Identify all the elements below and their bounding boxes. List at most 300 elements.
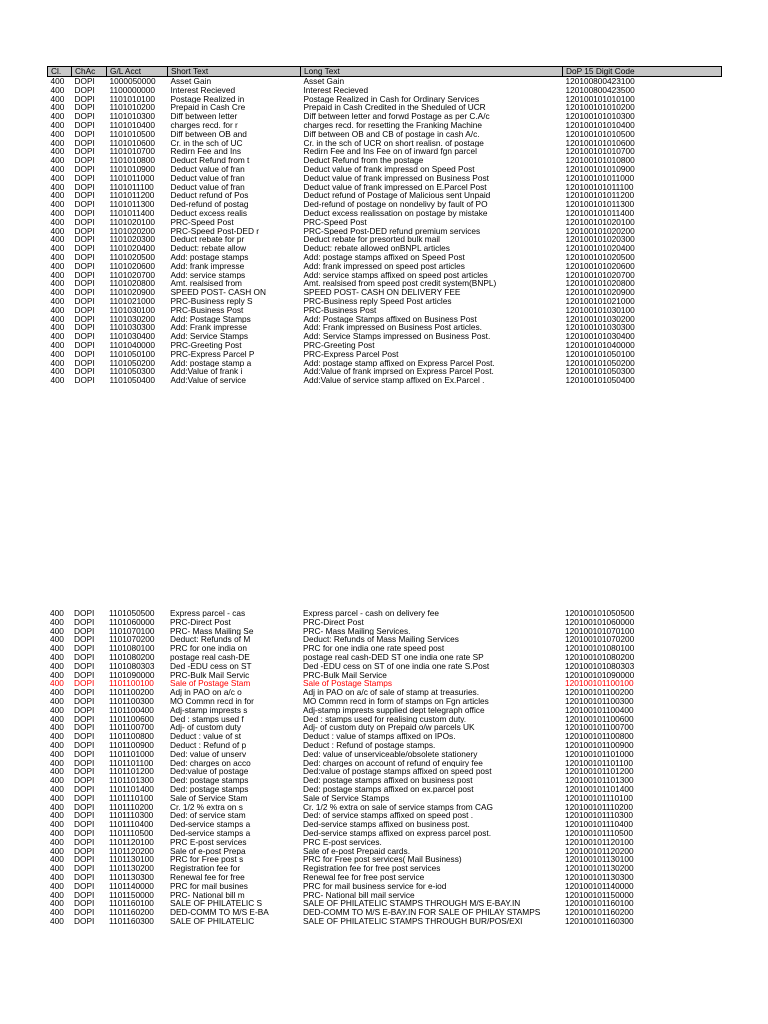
short-text-cell[interactable]: PRC for Free post s (170, 855, 244, 865)
chac-cell[interactable]: DOPI (74, 252, 95, 262)
table-row[interactable] (47, 671, 721, 680)
long-text-cell[interactable]: Prepaid in Cash Credited in the Sheduled of UCR (303, 103, 486, 113)
table-row[interactable] (47, 785, 721, 794)
chac-cell[interactable]: DOPI (74, 749, 95, 759)
chac-cell[interactable]: DOPI (74, 156, 95, 165)
cl-cell[interactable]: 400 (50, 670, 64, 680)
dop-code-cell[interactable]: 120100101020100 (565, 217, 635, 227)
table-row[interactable] (48, 341, 722, 350)
table-row[interactable] (47, 750, 721, 759)
table-row[interactable] (48, 191, 722, 200)
cl-cell[interactable]: 400 (50, 705, 64, 715)
gl-acct-cell[interactable]: 1101140000 (109, 881, 154, 891)
table-row[interactable] (47, 882, 721, 891)
long-text-cell[interactable]: PRC for mail business service for e-iod (303, 881, 447, 891)
dop-code-cell[interactable]: 120100101011100 (565, 182, 634, 192)
chac-cell[interactable]: DOPI (74, 811, 95, 821)
long-text-cell[interactable]: PRC-Bulk Mail Service (303, 670, 387, 680)
chac-cell[interactable]: DOPI (74, 376, 95, 385)
short-text-cell[interactable]: SPEED POST- CASH ON (170, 288, 266, 297)
long-text-cell[interactable]: Deduct : Refund of postage stamps. (303, 740, 436, 750)
cl-cell[interactable]: 400 (50, 740, 64, 750)
long-text-cell[interactable]: Express parcel - cash on delivery fee (303, 609, 440, 618)
chac-cell[interactable]: DOPI (74, 723, 95, 733)
table-row[interactable] (48, 297, 722, 306)
cl-cell[interactable]: 400 (50, 846, 64, 856)
long-text-cell[interactable]: PRC-Speed Post (303, 217, 367, 227)
table-row[interactable] (48, 262, 722, 271)
long-text-cell[interactable]: Diff between letter and forwd Postage as per C.A/c (303, 112, 490, 121)
cl-cell[interactable]: 400 (50, 164, 65, 174)
dop-code-cell[interactable]: 120100101100800 (565, 732, 634, 741)
table-row[interactable] (48, 156, 722, 165)
gl-acct-cell[interactable]: 1101100100 (109, 679, 154, 689)
cl-cell[interactable]: 400 (50, 296, 65, 306)
dop-code-cell[interactable]: 120100101160200 (565, 908, 634, 917)
dop-code-cell[interactable]: 120100101010100 (565, 94, 635, 104)
gl-acct-cell[interactable]: 1101110500 (109, 828, 154, 838)
cl-cell[interactable]: 400 (50, 732, 64, 741)
cl-cell[interactable]: 400 (50, 802, 64, 812)
long-text-cell[interactable]: Sale of e-post Prepaid cards. (303, 846, 410, 856)
long-text-cell[interactable]: Redirn Fee and Ins Fee on of inward fgn parcel (303, 147, 477, 157)
long-text-cell[interactable]: SALE OF PHILATELIC STAMPS THROUGH BUR/POS/EXI (303, 916, 523, 926)
chac-cell[interactable]: DOPI (74, 872, 95, 882)
short-text-cell[interactable]: Adj in PAO on a/c o (170, 688, 242, 697)
table-row[interactable] (48, 359, 722, 368)
table-row[interactable] (48, 130, 722, 139)
chac-cell[interactable]: DOPI (74, 696, 95, 706)
cl-cell[interactable]: 400 (50, 112, 65, 121)
long-text-cell[interactable]: Sale of Service Stamps (303, 793, 390, 803)
long-text-cell[interactable]: charges recd. for resetting the Franking Machine (303, 120, 482, 130)
cl-cell[interactable]: 400 (50, 881, 64, 891)
cl-cell[interactable]: 400 (50, 793, 64, 803)
short-text-cell[interactable]: Ded : stamps used f (170, 714, 244, 724)
table-row[interactable] (47, 891, 721, 900)
short-text-cell[interactable]: PRC E-post services (170, 837, 247, 847)
dop-code-cell[interactable]: 120100101101000 (565, 749, 634, 759)
dop-code-cell[interactable]: 120100101010200 (565, 103, 635, 113)
gl-acct-cell[interactable]: 1000050000 (109, 76, 156, 86)
short-text-cell[interactable]: Adj-stamp imprests s (170, 705, 248, 715)
chac-cell[interactable]: DOPI (74, 235, 95, 245)
chac-cell[interactable]: DOPI (74, 270, 95, 280)
gl-acct-cell[interactable]: 1101101000 (109, 749, 154, 759)
cl-cell[interactable]: 400 (50, 191, 65, 201)
col-header-gl-acct[interactable]: G/L Acct (107, 67, 168, 77)
short-text-cell[interactable]: Deduct value of fran (170, 182, 245, 192)
dop-code-cell[interactable]: 120100101100600 (565, 714, 634, 724)
short-text-cell[interactable]: Ded: postage stamps (170, 784, 249, 794)
chac-cell[interactable]: DOPI (74, 705, 95, 715)
cl-cell[interactable]: 400 (50, 156, 65, 165)
long-text-cell[interactable]: Deduct excess realissation on postage by mistake (303, 208, 488, 218)
gl-acct-cell[interactable]: 1101050200 (109, 358, 156, 368)
table-row[interactable] (47, 653, 721, 662)
dop-code-cell[interactable]: 120100101110100 (565, 793, 633, 803)
long-text-cell[interactable]: Ded: value of unserviceable/obsolete stationery (303, 749, 478, 759)
dop-code-cell[interactable]: 120100101011200 (565, 191, 635, 201)
long-text-cell[interactable]: Diff between OB and CB of postage in cash A/c. (303, 129, 480, 139)
chac-cell[interactable]: DOPI (74, 296, 95, 306)
table-row[interactable] (48, 253, 722, 262)
chac-cell[interactable]: DOPI (74, 714, 95, 724)
short-text-cell[interactable]: Add: postage stamps (170, 252, 249, 262)
long-text-cell[interactable]: Adj- of custom duty on Prepaid o/w parcels UK (303, 723, 475, 733)
short-text-cell[interactable]: Interest Recieved (170, 85, 236, 95)
gl-acct-cell[interactable]: 1101080100 (109, 644, 155, 653)
long-text-cell[interactable]: Ded: charges on account of refund of enquiry fee (303, 758, 483, 768)
chac-cell[interactable]: DOPI (74, 767, 95, 777)
dop-code-cell[interactable]: 120100101050200 (565, 358, 635, 368)
table-row[interactable] (47, 715, 721, 724)
long-text-cell[interactable]: Adj-stamp imprests supplied dept telegraph office (303, 705, 485, 715)
cl-cell[interactable]: 400 (50, 314, 65, 324)
table-row[interactable] (47, 741, 721, 750)
short-text-cell[interactable]: Add:Value of service (170, 376, 246, 385)
chac-cell[interactable]: DOPI (74, 890, 95, 900)
chac-cell[interactable]: DOPI (74, 76, 95, 86)
dop-code-cell[interactable]: 120100101020300 (565, 235, 635, 245)
long-text-cell[interactable]: Deduct value of frank impressed on E.Parcel Post (303, 182, 487, 192)
cl-cell[interactable]: 400 (50, 270, 65, 280)
long-text-cell[interactable]: PRC-Greeting Post (303, 340, 375, 350)
dop-code-cell[interactable]: 120100101040000 (565, 340, 635, 350)
long-text-cell[interactable]: Cr. in the sch of UCR on short realisn. of postage (303, 138, 484, 148)
table-row[interactable] (48, 200, 722, 209)
short-text-cell[interactable]: Ded: postage stamps (170, 776, 249, 785)
dop-code-cell[interactable]: 120100101101400 (565, 784, 634, 794)
gl-acct-cell[interactable]: 1101070200 (109, 635, 155, 645)
gl-acct-cell[interactable]: 1101020300 (109, 235, 156, 245)
chac-cell[interactable]: DOPI (74, 688, 95, 697)
table-row[interactable] (48, 174, 722, 183)
dop-code-cell[interactable]: 120100101070100 (565, 626, 635, 636)
table-row[interactable] (48, 77, 722, 86)
short-text-cell[interactable]: Add: Postage Stamps (170, 314, 251, 324)
long-text-cell[interactable]: PRC- National bill mail service (303, 890, 415, 900)
col-header-chac[interactable]: ChAc (72, 67, 107, 77)
gl-acct-cell[interactable]: 1101100400 (109, 705, 154, 715)
cl-cell[interactable]: 400 (50, 723, 64, 733)
short-text-cell[interactable]: Ded: charges on acco (170, 758, 251, 768)
long-text-cell[interactable]: Ded:value of postage stamps affixed on speed post (303, 767, 492, 777)
cl-cell[interactable]: 400 (50, 200, 65, 209)
table-row[interactable] (47, 697, 721, 706)
gl-acct-cell[interactable]: 1101010900 (109, 164, 156, 174)
gl-acct-cell[interactable]: 1101020900 (109, 288, 156, 297)
long-text-cell[interactable]: SALE OF PHILATELIC STAMPS THROUGH M/S E-BAY.IN (303, 899, 521, 909)
chac-cell[interactable]: DOPI (74, 332, 95, 341)
short-text-cell[interactable]: PRC-Speed Post-DED r (170, 226, 260, 236)
table-row[interactable] (48, 376, 722, 385)
short-text-cell[interactable]: PRC-Bulk Mail Servic (170, 670, 250, 680)
col-header-cl[interactable]: Cl. (48, 67, 72, 77)
long-text-cell[interactable]: Add: Frank impressed on Business Post articles. (303, 323, 482, 333)
cl-cell[interactable]: 400 (50, 182, 65, 192)
long-text-cell[interactable]: Ded: postage stamps affixed on ex.parcel post (303, 784, 474, 794)
cl-cell[interactable]: 400 (50, 147, 65, 157)
table-row[interactable] (47, 803, 721, 812)
cl-cell[interactable]: 400 (50, 288, 65, 297)
gl-acct-cell[interactable]: 1101020400 (109, 244, 156, 253)
table-row[interactable] (48, 209, 722, 218)
gl-acct-cell[interactable]: 1101021000 (109, 296, 156, 306)
dop-code-cell[interactable]: 120100101020900 (565, 288, 635, 297)
cl-cell[interactable]: 400 (50, 828, 64, 838)
table-row[interactable] (48, 306, 722, 315)
gl-acct-cell[interactable]: 1101020200 (109, 226, 156, 236)
dop-code-cell[interactable]: 120100101130100 (565, 855, 634, 865)
table-row[interactable] (48, 279, 722, 288)
gl-acct-cell[interactable]: 1101040000 (109, 340, 156, 350)
chac-cell[interactable]: DOPI (74, 609, 95, 618)
short-text-cell[interactable]: Renewal fee for free (170, 872, 245, 882)
short-text-cell[interactable]: Deduct excess realis (170, 208, 248, 218)
cl-cell[interactable]: 400 (50, 252, 65, 262)
dop-code-cell[interactable]: 120100101160300 (565, 916, 634, 926)
chac-cell[interactable]: DOPI (74, 208, 95, 218)
long-text-cell[interactable]: Deduct value of frank impressd on Speed Post (303, 164, 475, 174)
short-text-cell[interactable]: Add: service stamps (170, 270, 246, 280)
cl-cell[interactable]: 400 (50, 714, 64, 724)
long-text-cell[interactable]: Asset Gain (303, 76, 345, 86)
table-row[interactable] (47, 811, 721, 820)
chac-cell[interactable]: DOPI (74, 652, 95, 662)
long-text-cell[interactable]: MO Commn recd in form of stamps on Fgn articles (303, 696, 489, 706)
dop-code-cell[interactable]: 120100101100300 (565, 696, 634, 706)
gl-acct-cell[interactable]: 1101130300 (109, 872, 154, 882)
cl-cell[interactable]: 400 (50, 617, 64, 627)
dop-code-cell[interactable]: 120100101021000 (565, 296, 635, 306)
chac-cell[interactable]: DOPI (74, 617, 95, 627)
dop-code-cell[interactable]: 120100101100700 (565, 723, 634, 733)
long-text-cell[interactable]: Ded-refund of postage on nondelivy by fault of PO (303, 200, 488, 209)
short-text-cell[interactable]: Diff between OB and (170, 129, 247, 139)
short-text-cell[interactable]: Sale of Service Stam (170, 793, 248, 803)
long-text-cell[interactable]: Sale of Postage Stamps (303, 679, 393, 689)
dop-code-cell[interactable]: 120100101160100 (565, 899, 634, 909)
dop-code-cell[interactable]: 120100101020600 (565, 261, 635, 271)
chac-cell[interactable]: DOPI (74, 828, 95, 838)
chac-cell[interactable]: DOPI (74, 758, 95, 768)
chac-cell[interactable]: DOPI (74, 217, 95, 227)
cl-cell[interactable]: 400 (50, 226, 65, 236)
gl-acct-cell[interactable]: 1101020100 (109, 217, 156, 227)
cl-cell[interactable]: 400 (50, 652, 64, 662)
short-text-cell[interactable]: DED-COMM TO M/S E-BA (170, 908, 269, 917)
long-text-cell[interactable]: Ded : stamps used for realising custom duty. (303, 714, 467, 724)
gl-acct-cell[interactable]: 1101080303 (109, 661, 155, 671)
cl-cell[interactable]: 400 (50, 235, 65, 245)
short-text-cell[interactable]: Diff between letter (170, 112, 238, 121)
chac-cell[interactable]: DOPI (74, 138, 95, 148)
table-row[interactable] (47, 855, 721, 864)
gl-acct-cell[interactable]: 1101030200 (109, 314, 156, 324)
gl-acct-cell[interactable]: 1101020500 (109, 252, 156, 262)
short-text-cell[interactable]: PRC-Express Parcel P (170, 349, 255, 359)
long-text-cell[interactable]: Deduct: Refunds of Mass Mailing Services (303, 635, 459, 645)
short-text-cell[interactable]: postage real cash-DE (170, 652, 250, 662)
table-row[interactable] (47, 723, 721, 732)
gl-acct-cell[interactable]: 1101030100 (109, 305, 156, 315)
cl-cell[interactable]: 400 (50, 340, 65, 350)
chac-cell[interactable]: DOPI (74, 288, 95, 297)
table-row[interactable] (48, 218, 722, 227)
cl-cell[interactable]: 400 (50, 138, 65, 148)
dop-code-cell[interactable]: 120100101110300 (565, 811, 633, 821)
cl-cell[interactable]: 400 (50, 688, 64, 697)
gl-acct-cell[interactable]: 1101050500 (109, 609, 155, 618)
long-text-cell[interactable]: PRC-Direct Post (303, 617, 364, 627)
short-text-cell[interactable]: Deduct : Refund of p (170, 740, 247, 750)
table-row[interactable] (47, 794, 721, 803)
cl-cell[interactable]: 400 (50, 358, 65, 368)
dop-code-cell[interactable]: 120100101020500 (565, 252, 635, 262)
cl-cell[interactable]: 400 (50, 820, 64, 829)
short-text-cell[interactable]: PRC-Business Post (170, 305, 244, 315)
gl-acct-cell[interactable]: 1101160100 (109, 899, 154, 909)
long-text-cell[interactable]: Cr. 1/2 % extra on sale of service stamps from CAG (303, 802, 493, 812)
cl-cell[interactable]: 400 (50, 784, 64, 794)
dop-code-cell[interactable]: 120100101090000 (565, 670, 635, 680)
chac-cell[interactable]: DOPI (74, 129, 95, 139)
chac-cell[interactable]: DOPI (74, 367, 95, 377)
table-row[interactable] (47, 635, 721, 644)
dop-code-cell[interactable]: 120100101120100 (565, 837, 634, 847)
gl-acct-cell[interactable]: 1101011000 (109, 173, 155, 183)
dop-code-cell[interactable]: 120100101101300 (565, 776, 634, 785)
table-row[interactable] (48, 147, 722, 156)
chac-cell[interactable]: DOPI (74, 164, 95, 174)
chac-cell[interactable]: DOPI (74, 837, 95, 847)
chac-cell[interactable]: DOPI (74, 802, 95, 812)
cl-cell[interactable]: 400 (50, 76, 65, 86)
dop-code-cell[interactable]: 120100101110400 (565, 820, 633, 829)
gl-acct-cell[interactable]: 1101100700 (109, 723, 154, 733)
col-header-dop-code[interactable]: DoP 15 Digit Code (563, 67, 722, 77)
chac-cell[interactable]: DOPI (74, 305, 95, 315)
gl-acct-cell[interactable]: 1101100600 (109, 714, 154, 724)
chac-cell[interactable]: DOPI (74, 670, 95, 680)
dop-code-cell[interactable]: 120100101050400 (565, 376, 635, 385)
chac-cell[interactable]: DOPI (74, 279, 95, 289)
long-text-cell[interactable]: Ded-service stamps affixed on express parcel post. (303, 828, 491, 838)
table-row[interactable] (47, 706, 721, 715)
table-row[interactable] (47, 908, 721, 917)
short-text-cell[interactable]: Deduct: Refunds of M (170, 635, 251, 645)
long-text-cell[interactable]: Interest Recieved (303, 85, 369, 95)
long-text-cell[interactable]: Add: frank impressed on speed post articles (303, 261, 465, 271)
table-row[interactable] (48, 350, 722, 359)
dop-code-cell[interactable]: 120100800423100 (565, 76, 635, 86)
cl-cell[interactable]: 400 (50, 367, 65, 377)
gl-acct-cell[interactable]: 1101011300 (109, 200, 155, 209)
chac-cell[interactable]: DOPI (74, 776, 95, 785)
dop-code-cell[interactable]: 120100101030100 (565, 305, 635, 315)
chac-cell[interactable]: DOPI (74, 85, 95, 95)
gl-acct-cell[interactable]: 1101020600 (109, 261, 156, 271)
dop-code-cell[interactable]: 120100101130300 (565, 872, 634, 882)
long-text-cell[interactable]: Ded: of service stamps affixed on speed post . (303, 811, 474, 821)
cl-cell[interactable]: 400 (50, 767, 64, 777)
long-text-cell[interactable]: Add: postage stamps affixed on Speed Post (303, 252, 465, 262)
long-text-cell[interactable]: SPEED POST- CASH ON DELIVERY FEE (303, 288, 461, 297)
short-text-cell[interactable]: Ded:value of postage (170, 767, 249, 777)
cl-cell[interactable]: 400 (50, 129, 65, 139)
long-text-cell[interactable]: Ded-service stamps affixed on business post. (303, 820, 470, 829)
short-text-cell[interactable]: Deduct value of fran (170, 173, 245, 183)
cl-cell[interactable]: 400 (50, 332, 65, 341)
table-row[interactable] (48, 103, 722, 112)
gl-acct-cell[interactable]: 1101020800 (109, 279, 156, 289)
table-row[interactable] (47, 767, 721, 776)
dop-code-cell[interactable]: 120100101100400 (565, 705, 634, 715)
cl-cell[interactable]: 400 (50, 899, 64, 909)
cl-cell[interactable]: 400 (50, 208, 65, 218)
gl-acct-cell[interactable]: 1101101300 (109, 776, 154, 785)
dop-code-cell[interactable]: 120100101010600 (565, 138, 635, 148)
table-row[interactable] (47, 662, 721, 671)
long-text-cell[interactable]: DED-COMM TO M/S E-BAY.IN FOR SALE OF PHILAY STAMPS (303, 908, 541, 917)
short-text-cell[interactable]: Deduct : value of st (170, 732, 242, 741)
dop-code-cell[interactable]: 120100101011400 (565, 208, 635, 218)
long-text-cell[interactable]: PRC-Business Post (303, 305, 377, 315)
long-text-cell[interactable]: Registration fee for free post services (303, 864, 441, 873)
long-text-cell[interactable]: Deduct : value of stamps affixed on IPOs. (303, 732, 456, 741)
long-text-cell[interactable]: Add:Value of frank imprsed on Express Parcel Post. (303, 367, 494, 377)
dop-code-cell[interactable]: 120100101020200 (565, 226, 635, 236)
cl-cell[interactable]: 400 (50, 609, 64, 618)
dop-code-cell[interactable]: 120100101020400 (565, 244, 635, 253)
short-text-cell[interactable]: Add: frank impresse (170, 261, 245, 271)
short-text-cell[interactable]: PRC-Business reply S (170, 296, 253, 306)
short-text-cell[interactable]: PRC-Greeting Post (170, 340, 242, 350)
gl-acct-cell[interactable]: 1101110200 (109, 802, 154, 812)
short-text-cell[interactable]: Ded-refund of postag (170, 200, 249, 209)
short-text-cell[interactable]: Postage Realized in (170, 94, 245, 104)
cl-cell[interactable]: 400 (50, 811, 64, 821)
short-text-cell[interactable]: PRC for one india on (170, 644, 248, 653)
cl-cell[interactable]: 400 (50, 696, 64, 706)
dop-code-cell[interactable]: 120100101130200 (565, 864, 634, 873)
short-text-cell[interactable]: PRC- Mass Mailing Se (170, 626, 254, 636)
long-text-cell[interactable]: Postage Realized in Cash for Ordinary Services (303, 94, 480, 104)
short-text-cell[interactable]: Ded -EDU cess on ST (170, 661, 252, 671)
table-row[interactable] (47, 873, 721, 882)
gl-acct-cell[interactable]: 1101100200 (109, 688, 154, 697)
dop-code-cell[interactable]: 120100101100200 (565, 688, 634, 697)
gl-acct-cell[interactable]: 1101020700 (109, 270, 156, 280)
chac-cell[interactable]: DOPI (74, 644, 95, 653)
gl-acct-cell[interactable]: 1101011400 (109, 208, 155, 218)
short-text-cell[interactable]: Redirn Fee and Ins (170, 147, 242, 157)
short-text-cell[interactable]: Deduct: rebate allow (170, 244, 247, 253)
dop-code-cell[interactable]: 120100101080100 (565, 644, 635, 653)
gl-acct-cell[interactable]: 1101010500 (109, 129, 156, 139)
short-text-cell[interactable]: Ded-service stamps a (170, 828, 251, 838)
gl-acct-cell[interactable]: 1101100300 (109, 696, 154, 706)
short-text-cell[interactable]: Deduct value of fran (170, 164, 245, 174)
chac-cell[interactable]: DOPI (74, 191, 95, 201)
dop-code-cell[interactable]: 120100101030200 (565, 314, 635, 324)
short-text-cell[interactable]: PRC for mail busines (170, 881, 248, 891)
table-row[interactable] (48, 315, 722, 324)
short-text-cell[interactable]: MO Commn recd in for (170, 696, 254, 706)
chac-cell[interactable]: DOPI (74, 147, 95, 157)
short-text-cell[interactable]: Cr. in the sch of UC (170, 138, 243, 148)
